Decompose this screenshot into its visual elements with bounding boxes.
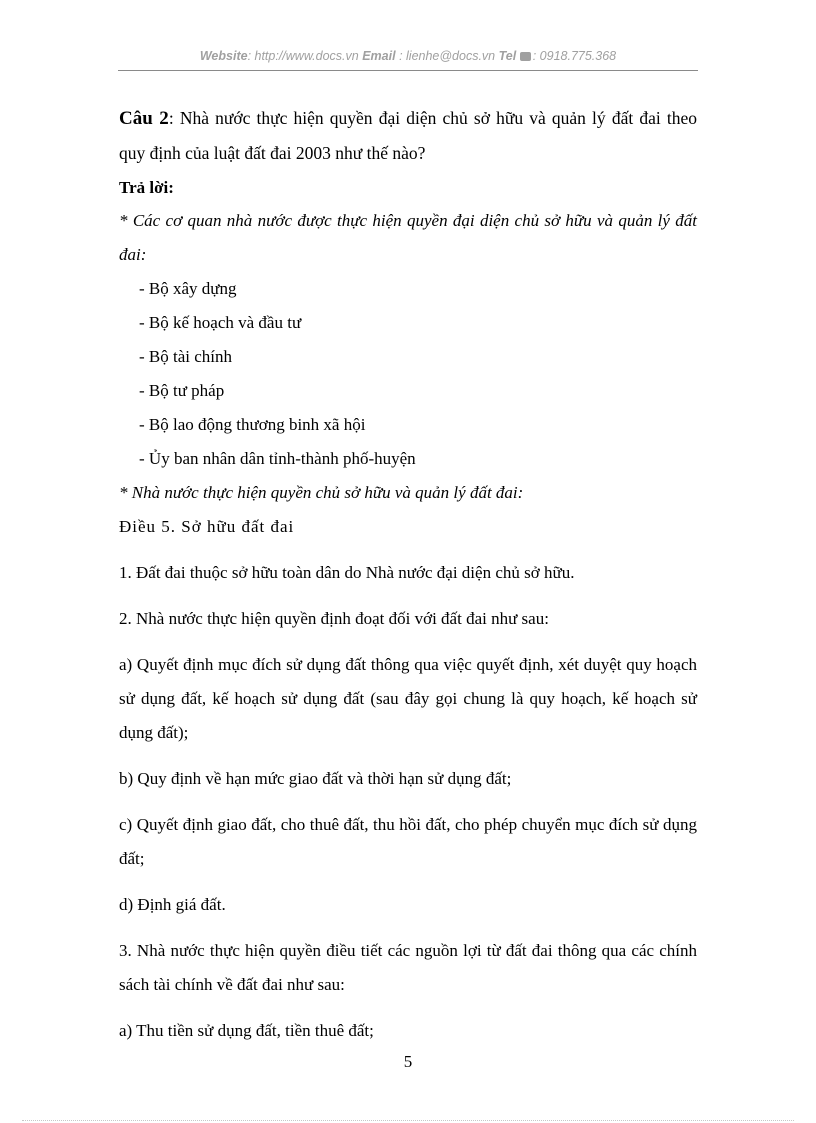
- page-number: 5: [403, 1052, 413, 1071]
- agency-item: - Bộ lao động thương binh xã hội: [139, 415, 366, 434]
- question-text: : Nhà nước thực hiện quyền đại diện chủ sở hữu và quản lý đất đai theo quy định của luật đất đai 2003 như thế nào?: [119, 108, 697, 163]
- paragraph-3: 3. Nhà nước thực hiện quyền điều tiết các nguồn lợi từ đất đai thông qua các chính sách tài chính về đất đai như sau:: [119, 941, 697, 994]
- page-header: [118, 49, 698, 63]
- paragraph-2b: b) Quy định về hạn mức giao đất và thời hạn sử dụng đất;: [119, 769, 512, 788]
- agency-item: - Bộ tài chính: [139, 347, 233, 366]
- website-value: : http://www.docs.vn: [247, 49, 359, 63]
- website-label: Website: [199, 49, 248, 63]
- paragraph-2d: d) Định giá đất.: [119, 895, 226, 914]
- bottom-dotted-divider: [22, 1120, 794, 1121]
- paragraph-2a: a) Quyết định mục đích sử dụng đất thông qua việc quyết định, xét duyệt quy hoạch sử dụng đất, kế hoạch sử dụng đất (sau đây gọi chung là quy hoạch, kế hoạch sử dụng đất);: [119, 655, 697, 742]
- paragraph-1: 1. Đất đai thuộc sở hữu toàn dân do Nhà nước đại diện chủ sở hữu.: [119, 563, 575, 582]
- email-value: : lienhe@docs.vn: [399, 49, 496, 63]
- email-label: Email: [362, 49, 396, 63]
- answer-label: Trả lời:: [119, 178, 174, 197]
- question-label: Câu 2: [119, 108, 169, 129]
- phone-icon: [520, 52, 531, 61]
- paragraph-3a: a) Thu tiền sử dụng đất, tiền thuê đất;: [119, 1021, 374, 1040]
- tel-label: Tel: [498, 49, 517, 63]
- agency-item: - Bộ kế hoạch và đầu tư: [139, 313, 302, 332]
- agency-item: - Bộ tư pháp: [139, 381, 225, 400]
- question-paragraph: [119, 101, 697, 170]
- state-intro: * Nhà nước thực hiện quyền chủ sở hữu và quản lý đất đai:: [119, 483, 524, 502]
- article-title: Điều 5. Sở hữu đất đai: [119, 517, 295, 536]
- agencies-intro: * Các cơ quan nhà nước được thực hiện quyền đại diện chủ sở hữu và quản lý đất đai:: [119, 211, 697, 264]
- agency-item: - Ủy ban nhân dân tỉnh-thành phố-huyện: [139, 449, 416, 468]
- paragraph-2: 2. Nhà nước thực hiện quyền định đoạt đối với đất đai như sau:: [119, 609, 549, 628]
- document-body: [119, 101, 697, 1048]
- agency-item: - Bộ xây dựng: [139, 279, 237, 298]
- paragraph-2c: c) Quyết định giao đất, cho thuê đất, thu hồi đất, cho phép chuyển mục đích sử dụng đất;: [119, 815, 697, 868]
- header-divider: [118, 70, 698, 71]
- tel-value: : 0918.775.368: [532, 49, 617, 63]
